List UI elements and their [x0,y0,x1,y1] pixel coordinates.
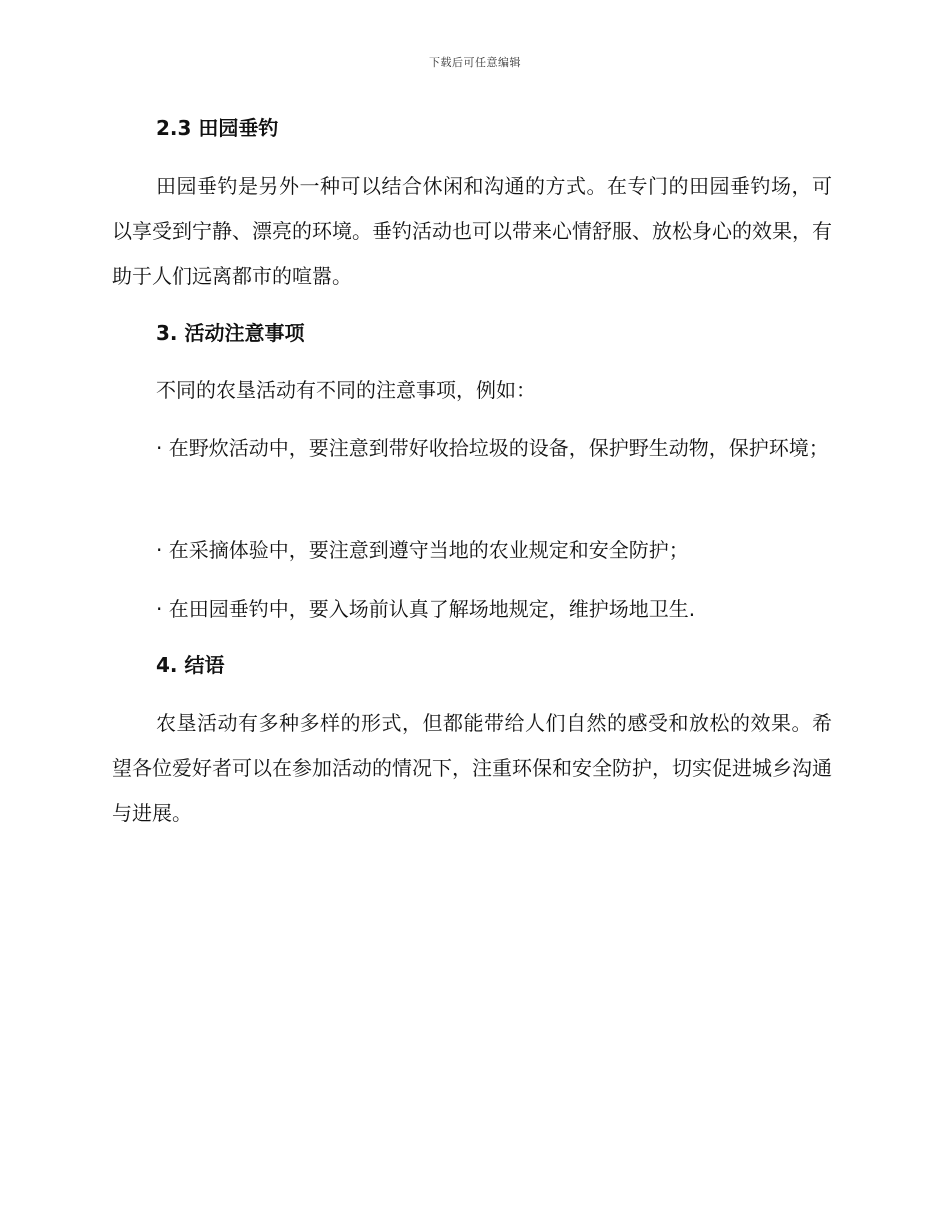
bullet-item-fishing: · 在田园垂钓中，要入场前认真了解场地规定，维护场地卫生. [156,597,696,621]
section-4-heading: 4. 结语 [156,653,225,677]
section-2-3-paragraph: 田园垂钓是另外一种可以结合休闲和沟通的方式。在专门的田园垂钓场，可以享受到宁静、漂亮的环境。垂钓活动也可以带来心情舒服、放松身心的效果，有助于人们远离都市的喧嚣。 [112,174,832,288]
section-3-intro: 不同的农垦活动有不同的注意事项，例如： [156,378,536,402]
page-header: 下载后可任意编辑 [429,56,521,69]
bullet-item-picking: · 在采摘体验中，要注意到遵守当地的农业规定和安全防护； [156,538,689,562]
section-2-3-heading: 2.3 田园垂钓 [156,116,279,140]
section-4-paragraph: 农垦活动有多种多样的形式，但都能带给人们自然的感受和放松的效果。希望各位爱好者可以在参加活动的情况下，注重环保和安全防护，切实促进城乡沟通与进展。 [112,711,832,825]
section-3-heading: 3. 活动注意事项 [156,321,305,345]
bullet-item-cookout: · 在野炊活动中，要注意到带好收拾垃圾的设备，保护野生动物，保护环境； [156,436,829,460]
